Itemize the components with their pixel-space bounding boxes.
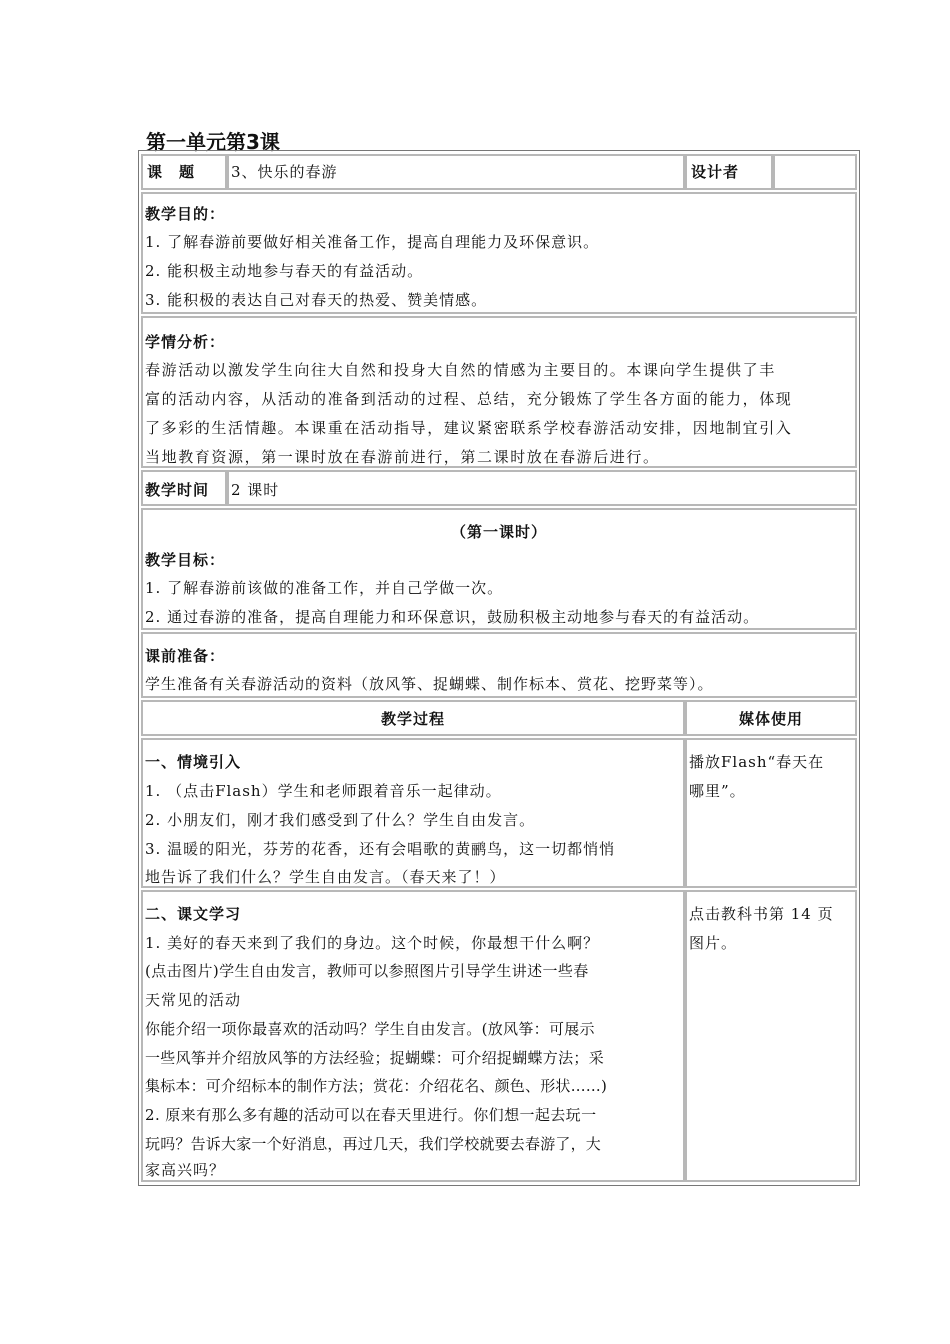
objective-item: 2. 能积极主动地参与春天的有益活动。 xyxy=(145,262,424,280)
topic-value-cell xyxy=(227,154,685,190)
section1-line: 1. （点击Flash）学生和老师跟着音乐一起律动。 xyxy=(145,782,502,800)
designer-label: 设计者 xyxy=(691,163,740,181)
analysis-line: 了多彩的生活情趣。本课重在活动指导，建议紧密联系学校春游活动安排，因地制宜引入 xyxy=(145,419,793,437)
section2-media-line: 图片。 xyxy=(689,934,738,952)
lesson1-goals-heading: 教学目标： xyxy=(145,551,226,569)
process-header-cell xyxy=(141,700,685,736)
designer-value-cell xyxy=(773,154,857,190)
time-label-cell xyxy=(141,470,227,506)
section2-cell xyxy=(141,890,685,1182)
objective-item: 3. 能积极的表达自己对春天的热爱、赞美情感。 xyxy=(145,291,488,309)
topic-label: 课 题 xyxy=(147,163,196,181)
section2-line: 天常见的活动 xyxy=(145,991,242,1009)
page-title: 第一单元第3课 xyxy=(146,130,280,154)
time-label: 教学时间 xyxy=(145,481,210,499)
section2-line: 集标本：可介绍标本的制作方法；赏花：介绍花名、颜色、形状……) xyxy=(145,1077,608,1095)
lesson1-cell xyxy=(141,508,857,630)
analysis-line: 富的活动内容，从活动的准备到活动的过程、总结，充分锻炼了学生各方面的能力，体现 xyxy=(145,390,793,408)
section2-line: 玩吗？告诉大家一个好消息，再过几天，我们学校就要去春游了，大 xyxy=(145,1135,602,1153)
time-value: 2 课时 xyxy=(231,481,280,499)
section1-cell xyxy=(141,738,685,888)
prep-cell xyxy=(141,632,857,698)
lesson1-goal: 1. 了解春游前该做的准备工作，并自己学做一次。 xyxy=(145,579,504,597)
section2-line: 2. 原来有那么多有趣的活动可以在春天里进行。你们想一起去玩一 xyxy=(145,1106,597,1124)
section2-heading: 二、课文学习 xyxy=(145,905,242,923)
analysis-line: 当地教育资源，第一课时放在春游前进行，第二课时放在春游后进行。 xyxy=(145,448,660,466)
process-header: 教学过程 xyxy=(380,710,445,728)
designer-label-cell xyxy=(685,154,773,190)
media-header-cell xyxy=(685,700,857,736)
prep-text: 学生准备有关春游活动的资料（放风筝、捉蝴蝶、制作标本、赏花、挖野菜等）。 xyxy=(145,675,714,693)
section2-line: 1. 美好的春天来到了我们的身边。这个时候，你最想干什么啊？ xyxy=(145,934,600,952)
lesson1-title: （第一课时） xyxy=(450,523,547,541)
objective-item: 1. 了解春游前要做好相关准备工作，提高自理能力及环保意识。 xyxy=(145,233,600,251)
section1-line: 2. 小朋友们，刚才我们感受到了什么？学生自由发言。 xyxy=(145,811,536,829)
prep-heading: 课前准备： xyxy=(145,647,226,665)
analysis-line: 春游活动以激发学生向往大自然和投身大自然的情感为主要目的。本课向学生提供了丰 xyxy=(145,361,776,379)
section1-media-cell xyxy=(685,738,857,888)
section2-line: 家高兴吗？ xyxy=(145,1161,226,1179)
section2-media-cell xyxy=(685,890,857,1182)
section1-line: 地告诉了我们什么？学生自由发言。（春天来了！） xyxy=(145,868,506,886)
time-value-cell xyxy=(227,470,857,506)
section1-media-line: 播放Flash“春天在 xyxy=(689,753,825,771)
topic-value: 3、快乐的春游 xyxy=(231,163,338,181)
lesson1-goal: 2. 通过春游的准备，提高自理能力和环保意识，鼓励积极主动地参与春天的有益活动。 xyxy=(145,608,760,626)
media-header: 媒体使用 xyxy=(738,710,803,728)
analysis-heading: 学情分析： xyxy=(145,333,226,351)
section2-media-line: 点击教科书第 14 页 xyxy=(689,905,834,923)
objectives-cell xyxy=(141,192,857,314)
objectives-heading: 教学目的： xyxy=(145,205,226,223)
section2-line: 一些风筝并介绍放风筝的方法经验；捉蝴蝶：可介绍捉蝴蝶方法；采 xyxy=(145,1049,605,1067)
section1-media-line: 哪里”。 xyxy=(689,782,746,800)
section1-line: 3. 温暖的阳光，芬芳的花香，还有会唱歌的黄鹂鸟，这一切都悄悄 xyxy=(145,840,616,858)
analysis-cell xyxy=(141,316,857,468)
section1-heading: 一、情境引入 xyxy=(145,753,242,771)
section2-line: 你能介绍一项你最喜欢的活动吗？学生自由发言。(放风筝：可展示 xyxy=(145,1020,595,1038)
section2-line: (点击图片)学生自由发言，教师可以参照图片引导学生讲述一些春 xyxy=(145,962,589,980)
topic-label-cell xyxy=(141,154,227,190)
